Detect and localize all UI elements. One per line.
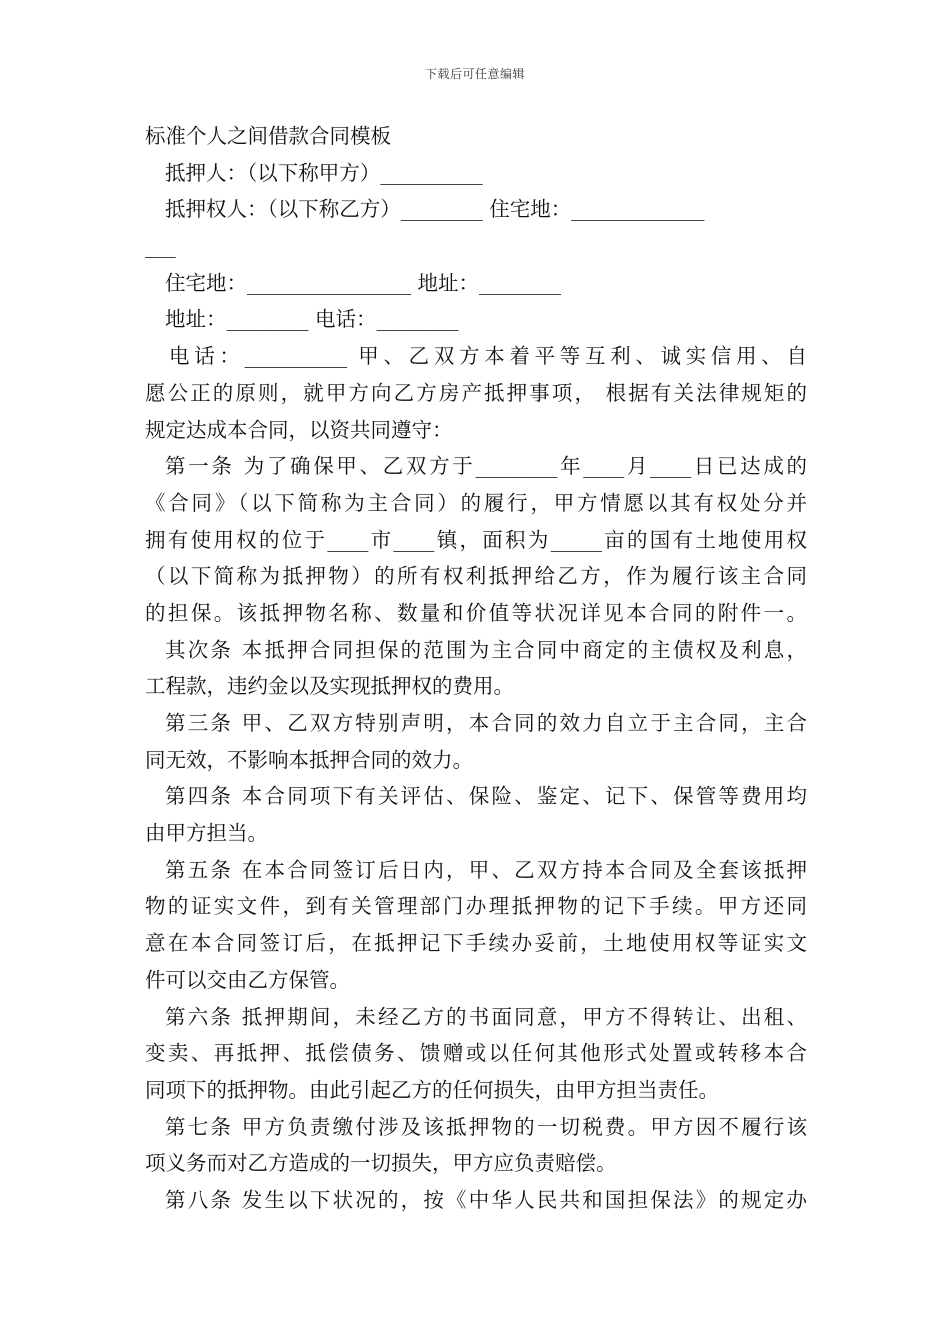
article-1-line: 拥有使用权的位于____市____镇，面积为_____亩的国有土地使用权	[145, 527, 807, 552]
article-4-line: 由甲方担当。	[145, 821, 268, 846]
article-3-line: 第三条 甲、乙双方特别声明，本合同的效力自立于主合同，主合	[165, 711, 807, 735]
article-1-line: 的担保。该抵押物名称、数量和价值等状况详见本合同的附件一。	[145, 600, 807, 625]
article-2-line: 其次条 本抵押合同担保的范围为主合同中商定的主债权及利息，	[165, 637, 807, 662]
document-title: 标准个人之间借款合同模板	[145, 124, 391, 148]
article-6-line: 变卖、再抵押、抵偿债务、馈赠或以任何其他形式处置或转移本合	[145, 1041, 807, 1066]
article-4-line: 第四条 本合同项下有关评估、保险、鉴定、记下、保管等费用均	[165, 784, 807, 809]
page-header: 下载后可任意编辑	[424, 67, 525, 81]
residence-line: 住宅地：________________ 地址：________	[165, 270, 562, 295]
article-1-line: （以下简称为抵押物）的所有权利抵押给乙方，作为履行该主合同	[145, 564, 807, 589]
article-3-line: 同无效，不影响本抵押合同的效力。	[145, 747, 473, 772]
article-7-line: 第七条 甲方负责缴付涉及该抵押物的一切税费。甲方因不履行该	[165, 1114, 807, 1139]
address-line: 地址：________ 电话：________	[165, 307, 459, 332]
paragraph-line: 规定达成本合同，以资共同遵守：	[145, 417, 453, 442]
article-1-line: 《合同》（以下简称为主合同）的履行，甲方情愿以其有权处分并	[145, 490, 807, 515]
document-body	[145, 118, 807, 1219]
article-6-line: 第六条 抵押期间，未经乙方的书面同意，甲方不得转让、出租、	[165, 1004, 807, 1029]
article-7-line: 项义务而对乙方造成的一切损失，甲方应负责赔偿。	[145, 1151, 617, 1176]
article-5-line: 第五条 在本合同签订后日内，甲、乙双方持本合同及全套该抵押	[165, 857, 807, 882]
mortgagor-line: 抵押人：（以下称甲方）__________	[165, 160, 483, 185]
article-5-line: 意在本合同签订后，在抵押记下手续办妥前，土地使用权等证实文	[145, 931, 807, 956]
paragraph-line: 电话：__________ 甲、乙双方本着平等互利、诚实信用、自	[169, 344, 807, 369]
paragraph-line: 愿公正的原则，就甲方向乙方房产抵押事项， 根据有关法律规矩的	[145, 380, 807, 405]
article-1-line: 第一条 为了确保甲、乙双方于________年____月____日已达成的	[165, 454, 807, 479]
article-6-line: 同项下的抵押物。由此引起乙方的任何损失，由甲方担当责任。	[145, 1077, 719, 1102]
article-8-line: 第八条 发生以下状况的，按《中华人民共和国担保法》的规定办	[165, 1187, 807, 1212]
article-5-line: 物的证实文件，到有关管理部门办理抵押物的记下手续。甲方还同	[145, 894, 807, 919]
blank-continuation-line: ___	[145, 234, 176, 259]
article-2-line: 工程款，违约金以及实现抵押权的费用。	[145, 674, 514, 699]
article-5-line: 件可以交由乙方保管。	[145, 967, 350, 992]
mortgagee-line: 抵押权人：（以下称乙方）________ 住宅地：_____________	[165, 197, 705, 222]
